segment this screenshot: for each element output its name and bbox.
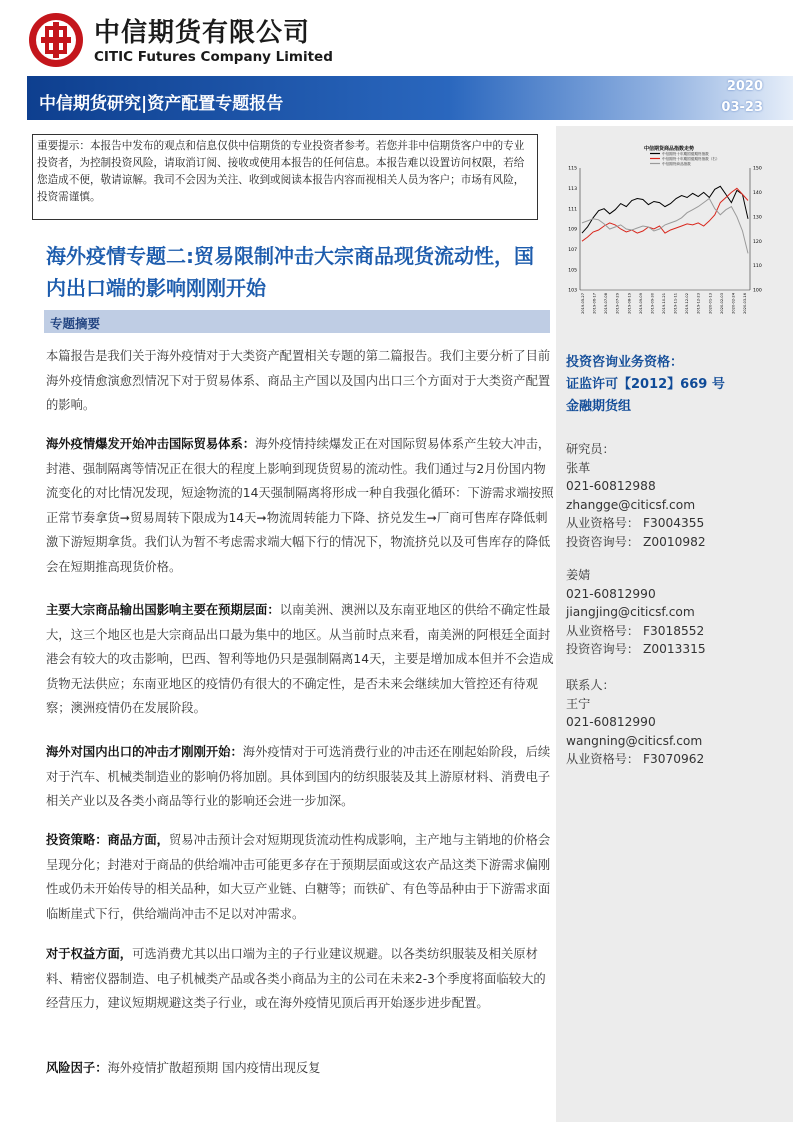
- x-tick-label: 2019-07-29: [615, 293, 620, 314]
- y-right-tick-label: 120: [753, 239, 762, 245]
- contact-email[interactable]: wangning@citicsf.com: [566, 733, 703, 748]
- x-tick-label: 2019-11-11: [673, 293, 678, 314]
- point-strategy: [46, 828, 554, 926]
- x-tick-label: 2019-09-09: [638, 293, 643, 314]
- contact-name: 王宁: [566, 696, 591, 711]
- report-banner: [27, 76, 793, 120]
- x-tick-label: 2019-07-08: [604, 293, 609, 314]
- y-right-tick-label: 100: [753, 288, 762, 294]
- contact-cert: 从业资格号： F3070962: [566, 752, 705, 766]
- x-tick-label: 2019-09-30: [650, 293, 655, 314]
- y-left-tick-label: 103: [568, 288, 577, 294]
- y-right-tick-label: 130: [753, 215, 762, 221]
- point-lead: 投资策略：商品方面，: [46, 833, 169, 847]
- contact-phone: 021-60812988: [566, 479, 656, 493]
- contact-card: [566, 440, 776, 551]
- contact-cert: 从业资格号： F3018552: [566, 623, 705, 638]
- contact-cert: 投资咨询号： Z0010982: [566, 534, 706, 549]
- contact-role: 研究员：: [566, 442, 615, 456]
- disclaimer-box: 重要提示：本报告中发布的观点和信息仅供中信期货的专业投资者参考。若您并非中信期货客户中的专业投资者，为控制投资风险，请取消订阅、接收或使用本报告的任何信息。本报告难以设置访问权限，若给您造成不便，敬请谅解。我司不会因为关注、收到或阅读本报告内容而视相关人员为客户；市场有风险，投资需谨慎。: [32, 134, 538, 220]
- x-tick-label: 2020-01-13: [708, 293, 713, 314]
- y-left-tick-label: 107: [568, 247, 577, 253]
- y-left-tick-label: 111: [568, 207, 577, 213]
- point-text: 海外疫情持续爆发正在对国际贸易体系产生较大冲击，封港、强制隔离等情况正在很大的程度上影响到现货贸易的流动性。我们通过与2月份国内物流变化的对比情况发现，短途物流的14天强制隔离将形成一种自我强化循环：下游需求端按照正常节奏拿货➞贸易周转下限成为14天➞物流周转能力下降、挤兑发生➞厂商可售库存降低刺激下游短期拿货。我们认为暂不考虑需求端大幅下行的情况下，物流挤兑以及可售库存的降低会在短期推高现货价格。: [46, 437, 554, 574]
- point-lead: 海外疫情爆发开始冲击国际贸易体系：: [46, 437, 256, 451]
- point-equity: [46, 942, 554, 1016]
- report-date-day: 03-23: [721, 100, 763, 115]
- contact-card: [566, 566, 776, 659]
- brand-name-cn: 中信期货有限公司: [94, 18, 311, 48]
- section-header: [44, 310, 550, 333]
- y-left-tick-label: 115: [568, 166, 577, 172]
- y-right-tick-label: 110: [753, 264, 762, 270]
- point-text: 以南美洲、澳洲以及东南亚地区的供给不确定性最大，这三个地区也是大宗商品出口最为集中的地区。从当前时点来看，南美洲的阿根廷全面封港会有较大的攻击影响，巴西、智利等地仍只是强制隔离14天，主要是增加成本但并不会造成货物无法供应；东南亚地区的疫情仍有很大的不确定性，是否未来会继续加大管控还有待观察；澳洲疫情仍在发展阶段。: [46, 603, 554, 715]
- contact-email[interactable]: jiangjing@citicsf.com: [566, 605, 695, 619]
- qualification-license: 证监许可【2012】669 号: [566, 377, 725, 392]
- qualification-group: 金融期货组: [566, 399, 632, 414]
- point-lead: 风险因子：: [46, 1061, 108, 1075]
- x-tick-label: 2019-06-17: [592, 293, 597, 314]
- point-text: 海外疫情扩散超预期 国内疫情出现反复: [107, 1061, 321, 1075]
- price-index-chart: [564, 144, 774, 334]
- contact-role: 联系人：: [566, 678, 615, 692]
- x-tick-label: 2019-12-02: [685, 293, 690, 314]
- y-left-tick-label: 105: [568, 268, 577, 274]
- brand-name-en: CITIC Futures Company Limited: [94, 49, 333, 65]
- contact-phone: 021-60812990: [566, 715, 656, 729]
- contact-phone: 021-60812990: [566, 586, 656, 601]
- point-risk: [46, 1056, 554, 1081]
- point-lead: 主要大宗商品输出国影响主要在预期层面：: [46, 603, 280, 617]
- x-tick-label: 2019-12-23: [696, 293, 701, 314]
- contact-cert: 投资咨询号： Z0013315: [566, 642, 706, 656]
- citic-logo-icon: [28, 12, 84, 68]
- contact-name: 张革: [566, 460, 591, 475]
- x-tick-label: 2020-02-03: [719, 293, 724, 314]
- qualification-line: 投资咨询业务资格：: [566, 355, 684, 370]
- point-text: 海外疫情对于可选消费行业的冲击还在刚起始阶段，后续对于汽车、机械类制造业的影响仍将加剧。具体到国内的纺织服装及其上游原材料、消费电子相关产业以及各类小商品等行业的影响还会进一步加深。: [46, 745, 551, 808]
- point-text: 贸易冲击预计会对短期现货流动性构成影响，主产地与主销地的价格会呈现分化；封港对于商品的供给端冲击可能更多存在于预期层面或这农产品这类下游需求偏刚性或仍未开始传导的相关品种，如大豆产业链、白糖等；而铁矿、有色等品种由于下游需求面临断崖式下行，供给端尚冲击不足以对冲需求。: [46, 833, 551, 921]
- point-text: 可选消费尤其以出口端为主的子行业建议规避。以各类纺织服装及相关原材料、精密仪器制造、电子机械类产品或各类小商品为主的公司在未来2-3个季度将面临较大的经营压力，建议短期规避这类子行业，或在海外疫情见顶后再开始逐步进步配置。: [46, 947, 546, 1010]
- y-left-tick-label: 113: [568, 186, 577, 192]
- chart-title: 中信期货商品指数走势: [643, 146, 695, 152]
- section-label: 专题摘要: [50, 316, 101, 331]
- contact-card: [566, 676, 776, 769]
- x-tick-label: 2019-08-19: [627, 293, 632, 314]
- legend-label: 中信期货十年期国债期货指数（右）: [662, 157, 720, 161]
- series-line-red: [582, 188, 748, 241]
- point-export-impact: [46, 740, 554, 814]
- point-lead: 对于权益方面，: [46, 947, 133, 961]
- x-tick-label: 2020-02-24: [731, 293, 736, 314]
- y-left-tick-label: 109: [568, 227, 577, 233]
- report-headline: 海外疫情专题二:贸易限制冲击大宗商品现货流动性，国内出口端的影响刚刚开始: [46, 244, 534, 300]
- x-tick-label: 2019-05-27: [581, 293, 585, 314]
- point-trade: [46, 432, 554, 579]
- contact-email[interactable]: zhangge@citicsf.com: [566, 497, 696, 512]
- x-tick-label: 2019-10-21: [662, 293, 666, 314]
- qualification-block: [566, 352, 776, 418]
- y-right-tick-label: 150: [753, 166, 762, 172]
- contact-name: 姜婧: [566, 568, 591, 582]
- legend-label: 中信期货十年期国债期货指数: [662, 152, 709, 156]
- point-exporters: [46, 598, 554, 721]
- banner-title: 中信期货研究|资产配置专题报告: [39, 94, 284, 114]
- y-right-tick-label: 140: [753, 191, 762, 196]
- point-lead: 海外对国内出口的冲击才刚刚开始：: [46, 745, 243, 759]
- contact-cert: 从业资格号： F3004355: [566, 516, 705, 530]
- report-date-year: 2020: [726, 79, 763, 94]
- intro-paragraph: 本篇报告是我们关于海外疫情对于大类资产配置相关专题的第二篇报告。我们主要分析了目前海外疫情愈演愈烈情况下对于贸易体系、商品主产国以及国内出口三个方面对于大类资产配置的影响。: [46, 349, 551, 412]
- legend-label: 中信期货商品指数: [662, 162, 691, 166]
- x-tick-label: 2020-03-16: [743, 293, 747, 314]
